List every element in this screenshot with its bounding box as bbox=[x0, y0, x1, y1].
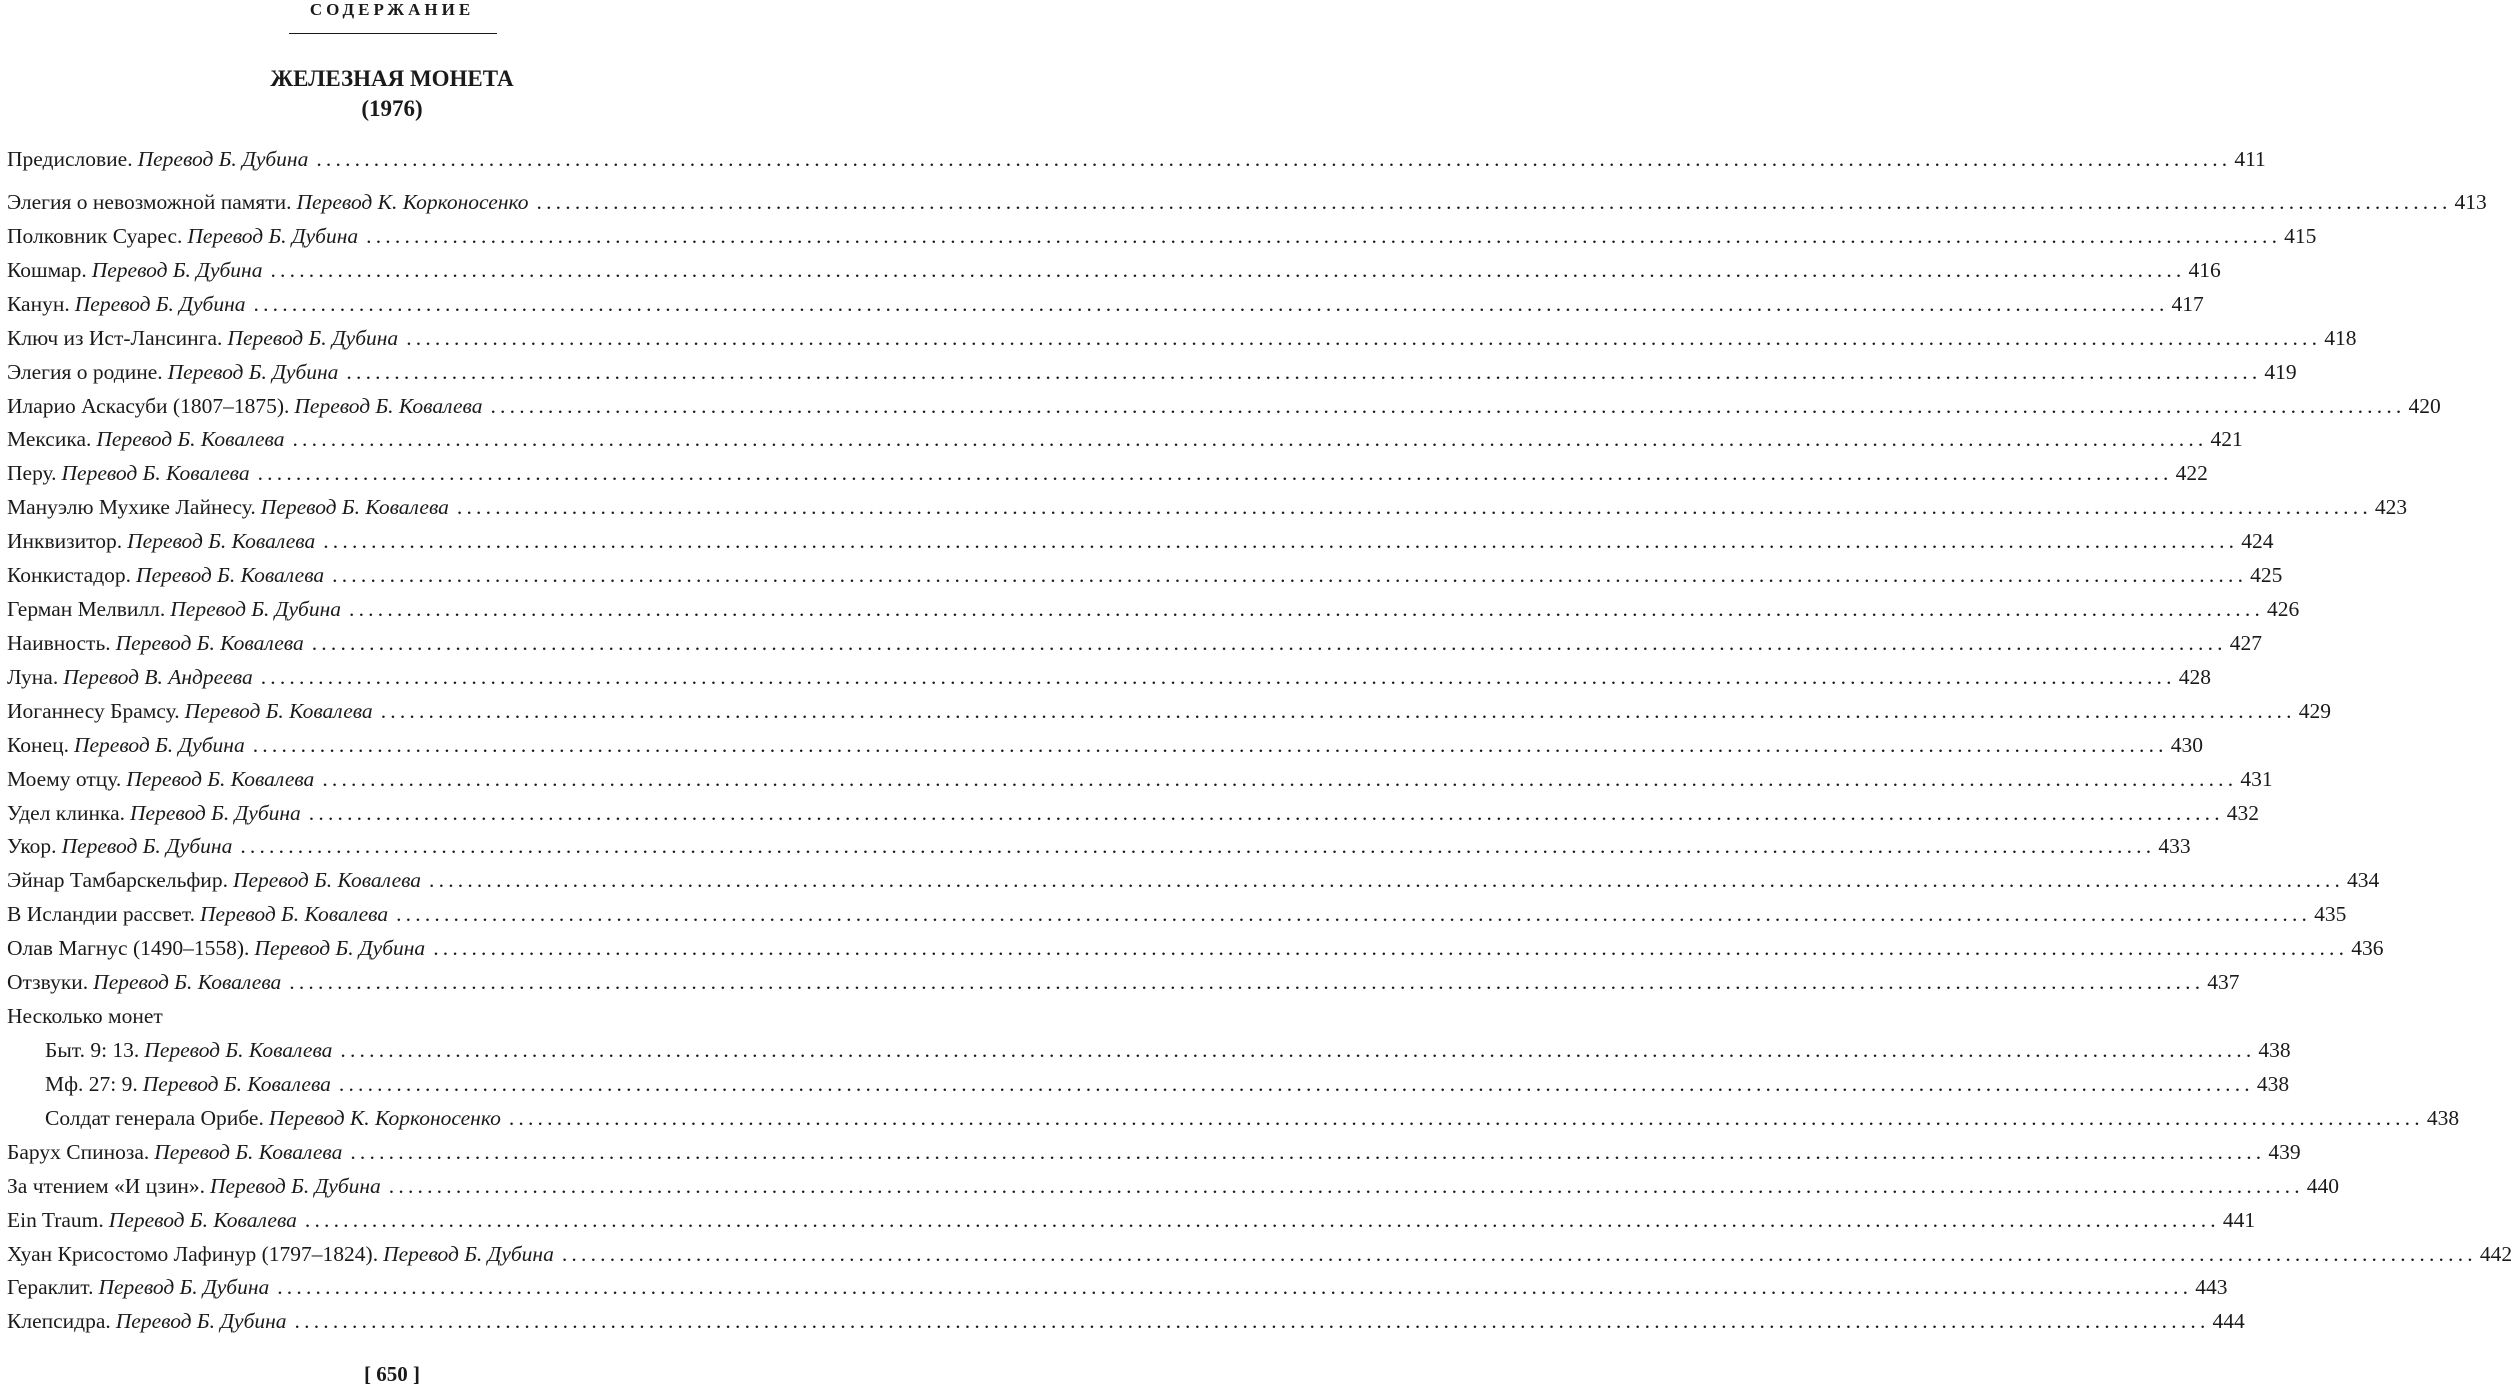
dot-leader: ........................................................................................................................................................................................................ bbox=[270, 257, 2186, 282]
toc-entry-title: Отзвуки. bbox=[7, 970, 89, 995]
toc-entry-title: Клепсидра. bbox=[7, 1309, 111, 1334]
toc-entry bbox=[7, 457, 2208, 489]
page-number: [ 650 ] bbox=[364, 1362, 420, 1386]
toc-entry-page-number: 420 bbox=[2408, 393, 2441, 418]
toc-entry-page-number: 421 bbox=[2210, 427, 2243, 452]
toc-entry bbox=[7, 220, 2317, 252]
dot-leader: ........................................................................................................................................................................................................ bbox=[490, 393, 2406, 418]
toc-entry-title: Элегия о невозможной памяти. bbox=[7, 190, 292, 214]
dot-leader: ........................................................................................................................................................................................................ bbox=[350, 1139, 2266, 1164]
toc-entry-title: Хуан Крисостомо Лафинур (1797–1824). bbox=[7, 1241, 379, 1266]
dot-leader: ........................................................................................................................................................................................................ bbox=[508, 1105, 2424, 1130]
toc-entry bbox=[7, 525, 2274, 557]
toc-entry-translator: Перевод К. Корконосенко bbox=[296, 190, 529, 214]
toc-entry-title: Иоганнесу Брамсу. bbox=[7, 698, 180, 723]
toc-entry-translator: Перевод Б. Ковалева bbox=[93, 970, 282, 995]
toc-subentry bbox=[45, 1068, 2290, 1100]
toc-entry bbox=[7, 1271, 2228, 1303]
toc-entry bbox=[7, 729, 2203, 761]
toc-entry-title: Барух Спиноза. bbox=[7, 1139, 150, 1164]
toc-entry-page-number: 442 bbox=[2479, 1241, 2512, 1266]
toc-entry-page-number: 417 bbox=[2171, 291, 2204, 316]
toc-entry-page-number: 438 bbox=[2426, 1105, 2460, 1130]
toc-entry bbox=[7, 254, 2221, 286]
running-head-rule bbox=[289, 33, 497, 34]
toc-entry-page-number: 425 bbox=[2250, 563, 2283, 588]
toc-entry bbox=[7, 322, 2357, 354]
toc-subentry bbox=[45, 1102, 2460, 1134]
toc-entry-translator: Перевод Б. Дубина bbox=[130, 800, 301, 825]
toc-entry-page-number: 411 bbox=[2234, 147, 2266, 171]
toc-entry-title: Олав Магнус (1490–1558). bbox=[7, 936, 250, 961]
toc-entry-title: Солдат генерала Орибе. bbox=[45, 1105, 264, 1130]
toc-entry-translator: Перевод Б. Дубина bbox=[74, 291, 246, 316]
toc-entry-page-number: 426 bbox=[2267, 597, 2300, 622]
toc-entry bbox=[7, 1170, 2340, 1202]
dot-leader: ........................................................................................................................................................................................................ bbox=[311, 630, 2227, 655]
dot-leader: ........................................................................................................................................................................................................ bbox=[277, 1275, 2193, 1300]
toc-entry bbox=[7, 932, 2384, 964]
toc-entry bbox=[7, 864, 2380, 896]
toc-entry-page-number: 437 bbox=[2207, 970, 2240, 995]
toc-entry-translator: Перевод Б. Дубина bbox=[73, 732, 245, 757]
dot-leader: ........................................................................................................................................................................................................ bbox=[308, 800, 2224, 825]
toc-entry-translator: Перевод Б. Дубина bbox=[187, 223, 359, 248]
dot-leader: ........................................................................................................................................................................................................ bbox=[349, 597, 2265, 622]
toc-entry-title: Полковник Суарес. bbox=[7, 223, 183, 248]
toc-entry-page-number: 443 bbox=[2195, 1275, 2228, 1300]
toc-entry-page-number: 413 bbox=[2454, 190, 2487, 214]
dot-leader: ........................................................................................................................................................................................................ bbox=[388, 1173, 2304, 1198]
toc-entry-page-number: 438 bbox=[2258, 1038, 2291, 1062]
toc-entry-translator: Перевод В. Андреева bbox=[63, 664, 253, 689]
toc-entry bbox=[7, 830, 2191, 862]
toc-entry-page-number: 434 bbox=[2347, 868, 2380, 893]
toc-entry-page-number: 418 bbox=[2324, 325, 2357, 350]
toc-entry-title: Наивность. bbox=[7, 630, 111, 655]
dot-leader: ........................................................................................................................................................................................................ bbox=[294, 1309, 2210, 1334]
toc-entry-translator: Перевод Б. Дубина bbox=[91, 257, 263, 282]
toc-entry-translator: Перевод К. Корконосенко bbox=[268, 1105, 501, 1130]
toc-entry-page-number: 435 bbox=[2314, 902, 2347, 927]
toc-entry-translator: Перевод Б. Дубина bbox=[98, 1275, 270, 1300]
dot-leader: ........................................................................................................................................................................................................ bbox=[323, 529, 2239, 554]
toc-entry-translator: Перевод Б. Ковалева bbox=[127, 529, 316, 554]
toc-entry bbox=[7, 966, 2240, 998]
toc-entry-translator: Перевод Б. Ковалева bbox=[142, 1071, 331, 1096]
dot-leader: ........................................................................................................................................................................................................ bbox=[332, 563, 2248, 588]
toc-entry-page-number: 422 bbox=[2175, 461, 2208, 486]
toc-entry-title: Предисловие. bbox=[7, 147, 133, 171]
toc-entry bbox=[7, 143, 2266, 175]
toc-entry-title: Ключ из Ист-Лансинга. bbox=[7, 325, 223, 350]
toc-entry-translator: Перевод Б. Ковалева bbox=[260, 495, 449, 520]
toc-entry-page-number: 432 bbox=[2226, 800, 2260, 825]
toc-entry-page-number: 441 bbox=[2222, 1207, 2256, 1232]
toc-entry-page-number: 429 bbox=[2298, 698, 2331, 723]
toc-entry-title: Инквизитор. bbox=[7, 529, 123, 554]
toc-entry-page-number: 439 bbox=[2268, 1139, 2301, 1164]
toc-entry-page-number: 433 bbox=[2158, 834, 2191, 859]
dot-leader: ........................................................................................................................................................................................................ bbox=[289, 970, 2205, 995]
dot-leader: ........................................................................................................................................................................................................ bbox=[396, 902, 2312, 927]
toc-entry-title: Конкистадор. bbox=[7, 563, 132, 588]
running-head: СОДЕРЖАНИЕ bbox=[309, 0, 475, 19]
toc-entry-translator: Перевод Б. Ковалева bbox=[136, 563, 325, 588]
toc-entry-translator: Перевод Б. Ковалева bbox=[61, 461, 250, 486]
toc-entry-title: Гераклит. bbox=[7, 1275, 94, 1300]
toc-entry-title: Иларио Аскасуби (1807–1875). bbox=[7, 393, 290, 418]
toc-entry-translator: Перевод Б. Дубина bbox=[210, 1173, 381, 1198]
toc-entry-title: Кошмар. bbox=[7, 257, 87, 282]
dot-leader: ........................................................................................................................................................................................................ bbox=[252, 732, 2168, 757]
dot-leader: ........................................................................................................................................................................................................ bbox=[253, 291, 2169, 316]
toc-entry bbox=[7, 1204, 2256, 1236]
toc-entry bbox=[7, 1305, 2245, 1337]
toc-entry bbox=[7, 1238, 2512, 1270]
toc-entry bbox=[7, 423, 2243, 455]
toc-entry-translator: Перевод Б. Ковалева bbox=[115, 630, 304, 655]
toc-entry-page-number: 430 bbox=[2170, 732, 2203, 757]
toc-entry-translator: Перевод Б. Ковалева bbox=[126, 766, 315, 791]
toc-entry-translator: Перевод Б. Дубина bbox=[137, 147, 309, 171]
dot-leader: ........................................................................................................................................................................................................ bbox=[536, 190, 2452, 214]
toc-entry-translator: Перевод Б. Ковалева bbox=[108, 1207, 297, 1232]
dot-leader: ........................................................................................................................................................................................................ bbox=[260, 664, 2176, 689]
toc-entry-translator: Перевод Б. Дубина bbox=[170, 597, 342, 622]
toc-entry-translator: Перевод Б. Ковалева bbox=[144, 1038, 333, 1062]
toc-entry bbox=[7, 763, 2273, 795]
toc-entry-title: Мексика. bbox=[7, 427, 92, 452]
toc-entry-page-number: 444 bbox=[2212, 1309, 2245, 1334]
toc-entry bbox=[7, 491, 2408, 523]
dot-leader: ........................................................................................................................................................................................................ bbox=[257, 461, 2173, 486]
dot-leader: ........................................................................................................................................................................................................ bbox=[304, 1207, 2220, 1232]
toc-entry-title: Луна. bbox=[7, 664, 59, 689]
toc-entry-title: Быт. 9: 13. bbox=[45, 1038, 140, 1062]
toc-entry-title: Мануэлю Мухике Лайнесу. bbox=[7, 495, 256, 520]
toc-entry-page-number: 423 bbox=[2374, 495, 2408, 520]
toc-entry bbox=[7, 1000, 781, 1032]
toc-entry-title: Эйнар Тамбарскельфир. bbox=[7, 868, 228, 893]
toc-entry-translator: Перевод Б. Ковалева bbox=[96, 427, 285, 452]
dot-leader: ........................................................................................................................................................................................................ bbox=[338, 1071, 2254, 1096]
toc-entry bbox=[7, 898, 2347, 930]
toc-entry-translator: Перевод Б. Ковалева bbox=[294, 393, 483, 418]
toc-entry-translator: Перевод Б. Дубина bbox=[115, 1309, 287, 1334]
toc-entry bbox=[7, 695, 2331, 727]
toc-entry-translator: Перевод Б. Ковалева bbox=[154, 1139, 343, 1164]
toc-entry-translator: Перевод Б. Дубина bbox=[227, 325, 399, 350]
toc-entry bbox=[7, 186, 2487, 218]
toc-entry-title: Перу. bbox=[7, 461, 57, 486]
toc-entry-title: Герман Мелвилл. bbox=[7, 597, 166, 622]
section-year: (1976) bbox=[361, 96, 423, 121]
toc-entry-page-number: 431 bbox=[2240, 766, 2273, 791]
toc-entry bbox=[7, 797, 2260, 829]
dot-leader: ........................................................................................................................................................................................................ bbox=[456, 495, 2372, 520]
toc-entry-title: Укор. bbox=[7, 834, 57, 859]
toc-entry-title: Несколько монет bbox=[7, 1004, 163, 1029]
toc-entry-translator: Перевод Б. Дубина bbox=[61, 834, 233, 859]
toc-entry-page-number: 436 bbox=[2351, 936, 2384, 961]
toc-entry-page-number: 415 bbox=[2284, 223, 2317, 248]
dot-leader: ........................................................................................................................................................................................................ bbox=[346, 359, 2262, 384]
toc-entry-translator: Перевод Б. Дубина bbox=[383, 1241, 554, 1266]
toc-entry bbox=[7, 593, 2300, 625]
toc-entry-title: Элегия о родине. bbox=[7, 359, 163, 384]
dot-leader: ........................................................................................................................................................................................................ bbox=[316, 147, 2232, 171]
toc-entry bbox=[7, 288, 2204, 320]
toc-entry-title: Мф. 27: 9. bbox=[45, 1071, 138, 1096]
toc-entry bbox=[7, 390, 2441, 422]
toc-entry bbox=[7, 1136, 2301, 1168]
toc-entry bbox=[7, 356, 2297, 388]
toc-subentry bbox=[45, 1034, 2291, 1066]
toc-entry-title: В Исландии рассвет. bbox=[7, 902, 195, 927]
toc-entry-page-number: 416 bbox=[2188, 257, 2221, 282]
toc-entry-title: За чтением «И цзин». bbox=[7, 1173, 206, 1198]
toc-entry-title: Ein Traum. bbox=[7, 1207, 104, 1232]
toc-entry bbox=[7, 559, 2283, 591]
toc-entry-translator: Перевод Б. Ковалева bbox=[184, 698, 373, 723]
dot-leader: ........................................................................................................................................................................................................ bbox=[429, 868, 2345, 893]
toc-entry-page-number: 424 bbox=[2241, 529, 2274, 554]
dot-leader: ........................................................................................................................................................................................................ bbox=[292, 427, 2208, 452]
toc-entry-translator: Перевод Б. Ковалева bbox=[232, 868, 422, 893]
toc-entry-translator: Перевод Б. Дубина bbox=[254, 936, 426, 961]
toc-entry-page-number: 419 bbox=[2264, 359, 2297, 384]
toc-entry-page-number: 427 bbox=[2229, 630, 2262, 655]
section-title: ЖЕЛЕЗНАЯ МОНЕТА bbox=[270, 66, 514, 91]
toc-entry-title: Удел клинка. bbox=[7, 800, 126, 825]
toc-entry-page-number: 438 bbox=[2256, 1071, 2290, 1096]
toc-entry-title: Канун. bbox=[7, 291, 70, 316]
toc-entry-page-number: 428 bbox=[2178, 664, 2211, 689]
toc-entry-translator: Перевод Б. Ковалева bbox=[200, 902, 389, 927]
dot-leader: ........................................................................................................................................................................................................ bbox=[340, 1038, 2256, 1062]
dot-leader: ........................................................................................................................................................................................................ bbox=[380, 698, 2296, 723]
toc-entry bbox=[7, 627, 2262, 659]
toc-entry-title: Моему отцу. bbox=[7, 766, 122, 791]
dot-leader: ........................................................................................................................................................................................................ bbox=[433, 936, 2349, 961]
dot-leader: ........................................................................................................................................................................................................ bbox=[406, 325, 2322, 350]
toc-entry-translator: Перевод Б. Дубина bbox=[167, 359, 339, 384]
dot-leader: ........................................................................................................................................................................................................ bbox=[322, 766, 2238, 791]
dot-leader: ........................................................................................................................................................................................................ bbox=[240, 834, 2156, 859]
toc-entry-title: Конец. bbox=[7, 732, 69, 757]
dot-leader: ........................................................................................................................................................................................................ bbox=[561, 1241, 2477, 1266]
dot-leader: ........................................................................................................................................................................................................ bbox=[366, 223, 2282, 248]
toc-entry-page-number: 440 bbox=[2306, 1173, 2340, 1198]
toc-entry bbox=[7, 661, 2211, 693]
